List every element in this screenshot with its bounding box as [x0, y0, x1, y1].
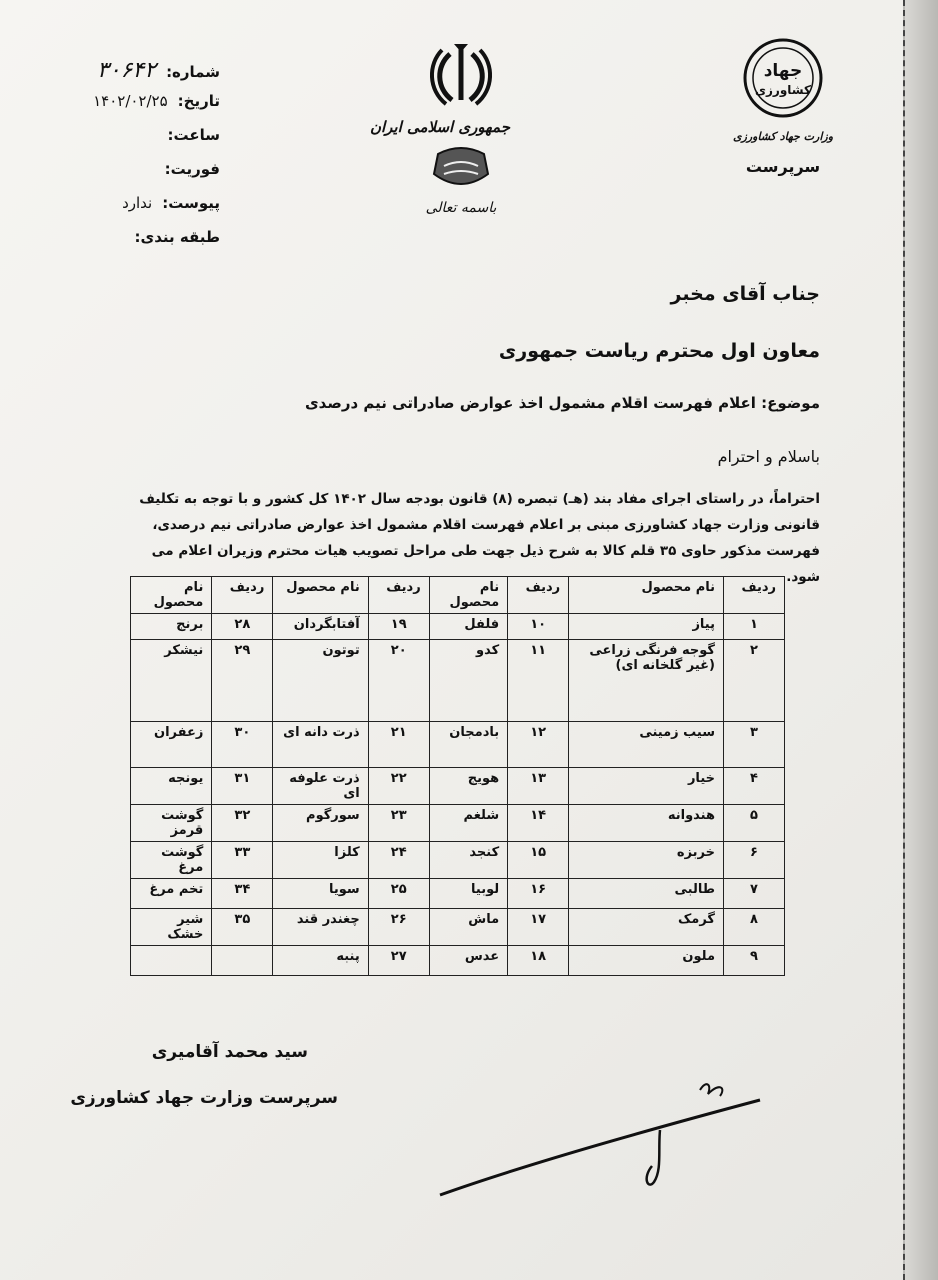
- row-number-cell: ۱۹: [368, 614, 429, 640]
- header-row-number-2: ردیف: [508, 577, 569, 614]
- product-name-cell: نیشکر: [131, 640, 212, 722]
- national-emblem: [369, 40, 510, 216]
- product-name-cell: گوشت قرمز: [131, 805, 212, 842]
- signatory-title: سرپرست وزارت جهاد کشاورزی: [70, 1088, 338, 1108]
- product-name-cell: طالبی: [569, 879, 724, 909]
- iran-emblem-icon: [426, 40, 496, 110]
- row-number-cell: ۱۲: [508, 722, 569, 768]
- number-value: ۳۰۶۴۲: [96, 58, 157, 83]
- product-name-cell: سویا: [273, 879, 368, 909]
- row-number-cell: ۱۵: [508, 842, 569, 879]
- product-name-cell: هویج: [429, 768, 507, 805]
- row-number-cell: ۱۱: [508, 640, 569, 722]
- row-number-cell: ۳۵: [212, 909, 273, 946]
- product-name-cell: [131, 946, 212, 976]
- row-number-cell: ۱۷: [508, 909, 569, 946]
- row-number-cell: ۴: [724, 768, 785, 805]
- row-number-cell: ۶: [724, 842, 785, 879]
- header-row-number-4: ردیف: [212, 577, 273, 614]
- ministry-name: وزارت جهاد کشاورزی: [732, 130, 834, 143]
- table-row: [131, 640, 785, 722]
- items-table: [130, 576, 785, 976]
- table-row: [131, 614, 785, 640]
- meta-classification: [93, 228, 220, 262]
- product-name-cell: کدو: [429, 640, 507, 722]
- invocation-text: باسمه تعالی: [425, 200, 497, 216]
- handwritten-signature-icon: [430, 1070, 770, 1200]
- attachment-label: پیوست:: [162, 194, 220, 212]
- product-name-cell: گوشت مرغ: [131, 842, 212, 879]
- product-name-cell: تخم مرغ: [131, 879, 212, 909]
- letter-subject: موضوع: اعلام فهرست اقلام مشمول اخذ عوارض صادراتی نیم درصدی: [304, 394, 820, 412]
- items-table-body: [131, 614, 785, 976]
- addressee-line1: جناب آقای مخبر: [670, 283, 820, 305]
- row-number-cell: ۸: [724, 909, 785, 946]
- product-name-cell: فلفل: [429, 614, 507, 640]
- letter-greeting: باسلام و احترام: [717, 447, 820, 466]
- product-name-cell: پیاز: [569, 614, 724, 640]
- row-number-cell: ۱۳: [508, 768, 569, 805]
- table-row: [131, 879, 785, 909]
- time-label: ساعت:: [167, 126, 220, 144]
- row-number-cell: ۲۵: [368, 879, 429, 909]
- header-row-number-1: ردیف: [724, 577, 785, 614]
- row-number-cell: ۷: [724, 879, 785, 909]
- row-number-cell: ۲۶: [368, 909, 429, 946]
- product-name-cell: گوجه فرنگی زراعی (غیر گلخانه ای): [569, 640, 724, 722]
- row-number-cell: ۱۶: [508, 879, 569, 909]
- header-product-name-3: نام محصول: [273, 577, 368, 614]
- row-number-cell: ۱: [724, 614, 785, 640]
- table-row: [131, 722, 785, 768]
- row-number-cell: ۱۰: [508, 614, 569, 640]
- number-label: شماره:: [166, 63, 220, 81]
- row-number-cell: ۲۳: [368, 805, 429, 842]
- product-name-cell: پنبه: [273, 946, 368, 976]
- product-name-cell: هندوانه: [569, 805, 724, 842]
- logo-text-bottom: کشاورزی: [755, 83, 811, 97]
- product-name-cell: گرمک: [569, 909, 724, 946]
- letter-meta: [93, 58, 220, 262]
- product-name-cell: شلغم: [429, 805, 507, 842]
- row-number-cell: ۳۲: [212, 805, 273, 842]
- meta-attachment: [93, 194, 220, 228]
- logo-text-top: جهاد: [763, 61, 803, 81]
- table-row: [131, 768, 785, 805]
- meta-time: [93, 126, 220, 160]
- row-number-cell: ۲۷: [368, 946, 429, 976]
- product-name-cell: لوبیا: [429, 879, 507, 909]
- product-name-cell: یونجه: [131, 768, 212, 805]
- row-number-cell: ۲۰: [368, 640, 429, 722]
- row-number-cell: ۳۳: [212, 842, 273, 879]
- product-name-cell: کنجد: [429, 842, 507, 879]
- row-number-cell: ۲۲: [368, 768, 429, 805]
- urgency-label: فوریت:: [164, 160, 220, 178]
- product-name-cell: سورگوم: [273, 805, 368, 842]
- product-name-cell: توتون: [273, 640, 368, 722]
- product-name-cell: زعفران: [131, 722, 212, 768]
- row-number-cell: ۳۱: [212, 768, 273, 805]
- addressee-line2: معاون اول محترم ریاست جمهوری: [498, 340, 820, 362]
- row-number-cell: ۹: [724, 946, 785, 976]
- row-number-cell: ۲: [724, 640, 785, 722]
- row-number-cell: ۵: [724, 805, 785, 842]
- row-number-cell: [212, 946, 273, 976]
- signatory-name: سید محمد آقامیری: [151, 1042, 308, 1062]
- attachment-value: ندارد: [122, 194, 153, 212]
- product-name-cell: ملون: [569, 946, 724, 976]
- caretaker-label: سرپرست: [745, 157, 821, 176]
- ministry-logo: [728, 36, 838, 176]
- row-number-cell: ۳۰: [212, 722, 273, 768]
- jahad-logo-icon: [741, 36, 825, 120]
- product-name-cell: بادمجان: [429, 722, 507, 768]
- table-row: [131, 842, 785, 879]
- meta-date: [93, 92, 220, 126]
- product-name-cell: خیار: [569, 768, 724, 805]
- product-name-cell: آفتابگردان: [273, 614, 368, 640]
- letter-body: احتراماً، در راستای اجرای مفاد بند (هـ) تبصره (۸) قانون بودجه سال ۱۴۰۲ کل کشور و با توجه به تکلیف قانونی وزارت جهاد کشاورزی مبنی بر اعلام فهرست اقلام مشمول اخذ عوارض صادراتی نیم درصدی، فهرست مذکور حاوی ۳۵ قلم کالا به شرح ذیل جهت طی مراحل تصویب هیات محترم وزیران اعلام می شود.: [139, 491, 820, 585]
- row-number-cell: ۳: [724, 722, 785, 768]
- meta-number: [93, 58, 220, 92]
- product-name-cell: عدس: [429, 946, 507, 976]
- date-value: ۱۴۰۲/۰۲/۲۵: [93, 92, 168, 110]
- product-name-cell: سیب زمینی: [569, 722, 724, 768]
- product-name-cell: شیر خشک: [131, 909, 212, 946]
- calligraphy-seal-icon: [430, 144, 492, 194]
- product-name-cell: ذرت دانه ای: [273, 722, 368, 768]
- row-number-cell: ۲۴: [368, 842, 429, 879]
- header-product-name-4: نام محصول: [131, 577, 212, 614]
- country-name: جمهوری اسلامی ایران: [369, 118, 510, 136]
- row-number-cell: ۲۹: [212, 640, 273, 722]
- product-name-cell: خربزه: [569, 842, 724, 879]
- header-row-number-3: ردیف: [368, 577, 429, 614]
- row-number-cell: ۲۱: [368, 722, 429, 768]
- table-row: [131, 909, 785, 946]
- page-fold-edge: [903, 0, 938, 1280]
- product-name-cell: برنج: [131, 614, 212, 640]
- row-number-cell: ۱۴: [508, 805, 569, 842]
- header-product-name-2: نام محصول: [429, 577, 507, 614]
- product-name-cell: ذرت علوفه ای: [273, 768, 368, 805]
- table-header-row: [131, 577, 785, 614]
- product-name-cell: چغندر قند: [273, 909, 368, 946]
- date-label: تاریخ:: [177, 92, 220, 110]
- meta-urgency: [93, 160, 220, 194]
- row-number-cell: ۱۸: [508, 946, 569, 976]
- table-row: [131, 946, 785, 976]
- table-row: [131, 805, 785, 842]
- classification-label: طبقه بندی:: [134, 228, 220, 246]
- product-name-cell: ماش: [429, 909, 507, 946]
- row-number-cell: ۳۴: [212, 879, 273, 909]
- product-name-cell: کلزا: [273, 842, 368, 879]
- header-product-name-1: نام محصول: [569, 577, 724, 614]
- row-number-cell: ۲۸: [212, 614, 273, 640]
